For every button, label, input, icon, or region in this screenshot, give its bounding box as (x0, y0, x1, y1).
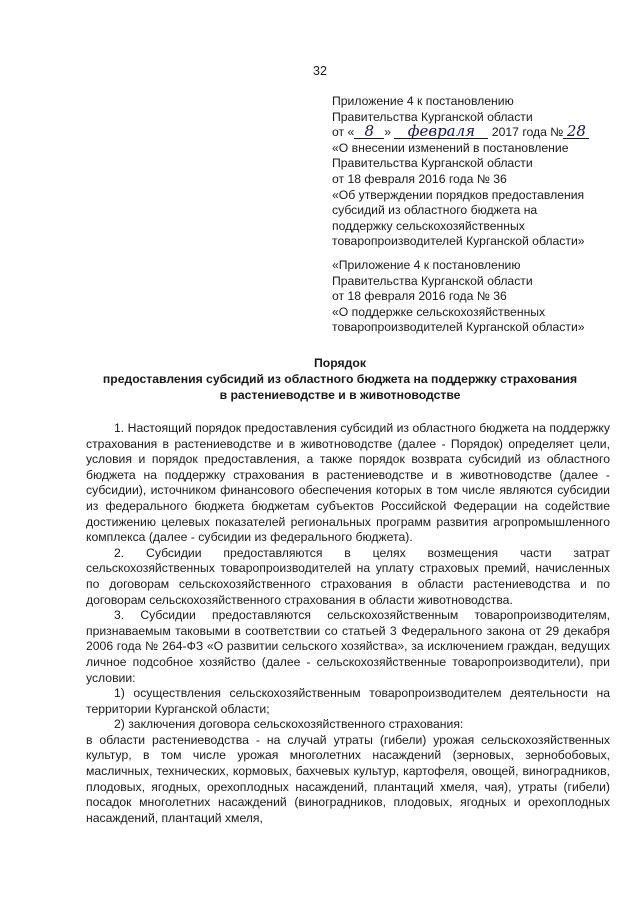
annex-line: поддержку сельскохозяйственных (332, 218, 525, 233)
handwritten-day: 8 (354, 125, 384, 139)
annex-line: Правительства Курганской области (332, 109, 533, 124)
handwritten-month: февраля (394, 125, 488, 139)
date-mid: » (384, 125, 392, 140)
document-subtitle-line: в растениеводстве и в животноводстве (219, 388, 461, 402)
paragraph-1: 1. Настоящий порядок предоставления субсидий из областного бюджета на поддержку страхования в растениеводстве и в животноводстве (далее - Порядок) определяет цели, условия и порядок предоставления, а также порядок возврата субсидий из областного бюджета на поддержку страхования в растениеводстве и в животноводстве (далее - субсидии), источником финансового обеспечения которых в том числе являются субсидии из федерального бюджета бюджетам субъектов Российской Федерации на содействие достижению целевых показателей региональных программ развития агропромышленного комплекса (далее - субсидии из федерального бюджета). (86, 421, 610, 545)
paragraph-crop-insurance: в области растениеводства - на случай утраты (гибели) урожая сельскохозяйственных культур, в том числе урожая многолетних насаждений (зерновых, зернобобовых, масличных, технических, кормовых, бахчевых культур, картофеля, овощей, виноградников, плодовых, ягодных, орехоплодных насаждений, плантаций хмеля, чая), утраты (гибели) посадок многолетних насаждений (виноградников, плодовых, ягодных и орехоплодных насаждений, плантаций хмеля, (86, 732, 610, 825)
document-body (86, 421, 610, 826)
annex-line: товаропроизводителей Курганской области» (332, 234, 585, 249)
handwritten-doc-number: 28 (563, 125, 589, 139)
annex-line: «Приложение 4 к постановлению (332, 258, 521, 272)
date-prefix: от « (332, 125, 355, 140)
paragraph-condition-2: 2) заключения договора сельскохозяйственного страхования: (114, 717, 464, 732)
document-subtitle-line: предоставления субсидий из областного бюджета на поддержку страхования (102, 372, 578, 386)
annex-header-amending (332, 94, 622, 250)
annex-date-line (332, 122, 622, 141)
paragraph-2: 2. Субсидии предоставляются в целях возмещения части затрат сельскохозяйственных товаропроизводителей на уплату страховых премий, начисленных по договорам сельскохозяйственного страхования в области растениеводства и по договорам сельскохозяйственного страхования в области животноводства. (86, 545, 610, 607)
annex-line: Правительства Курганской области (332, 273, 533, 288)
annex-line: товаропроизводителей Курганской области» (332, 320, 585, 335)
annex-line: Правительства Курганской области (332, 156, 533, 171)
date-year: 2017 года № (491, 125, 564, 140)
annex-line: «Об утверждении порядков предоставления (332, 187, 585, 202)
annex-line: «О внесении изменений в постановление (332, 140, 569, 155)
page-number: 32 (313, 64, 327, 78)
paragraph-condition-1: 1) осуществления сельскохозяйственным товаропроизводителем деятельности на территории Курганской области; (86, 686, 610, 716)
annex-line: субсидий из областного бюджета на (332, 203, 538, 218)
annex-header-original (332, 258, 622, 336)
annex-line: Приложение 4 к постановлению (332, 94, 514, 108)
paragraph-3: 3. Субсидии предоставляются сельскохозяйственным товаропроизводителям, признаваемым таковыми в соответствии со статьей 3 Федерального закона от 29 декабря 2006 года № 264-ФЗ «О развитии сельского хозяйства», за исключением граждан, ведущих личное подсобное хозяйство (далее - сельскохозяйственные товаропроизводители), при условии: (86, 608, 610, 685)
annex-line: «О поддержке сельскохозяйственных (332, 304, 546, 319)
annex-line: от 18 февраля 2016 года № 36 (332, 289, 507, 304)
annex-line: от 18 февраля 2016 года № 36 (332, 171, 507, 186)
document-title: Порядок (314, 356, 366, 370)
